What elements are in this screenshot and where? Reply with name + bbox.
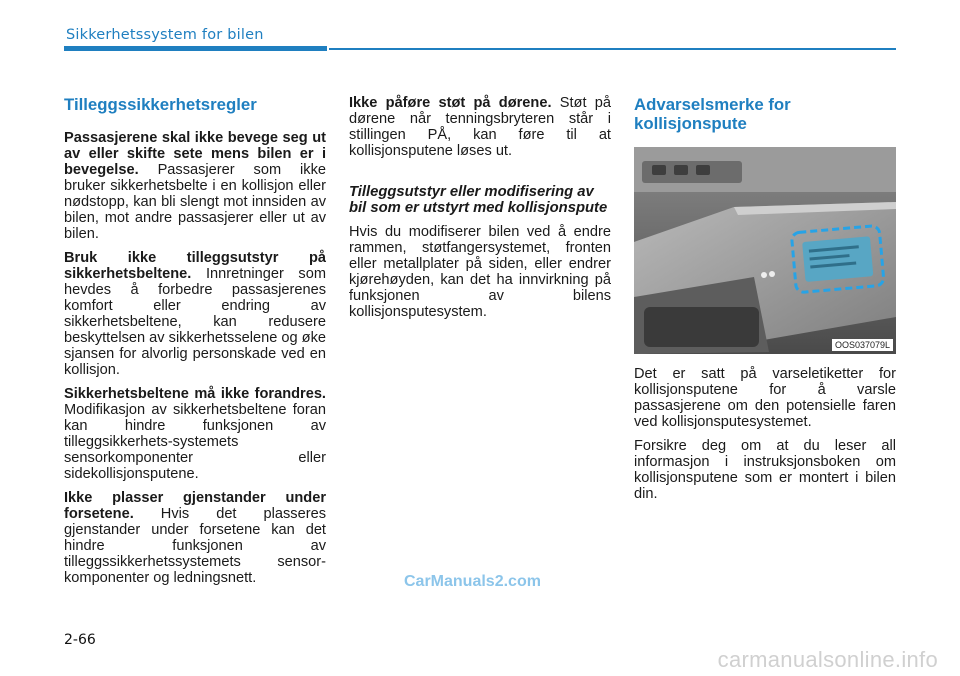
- paragraph-passengers: [64, 130, 326, 242]
- paragraph-text: Støt på dørene når tenningsbryteren står i stillingen PÅ, kan føre til at kollisjonsputene løses ut.: [349, 95, 611, 159]
- image-code: OOS037079L: [832, 339, 893, 351]
- paragraph-read-manual: Forsikre deg om at du leser all informasjon i instruksjonsboken om kollisjonsputene som er montert i bilen din.: [634, 438, 896, 502]
- paragraph-text: Modifikasjon av sikkerhetsbeltene foran kan hindre funksjonen av tilleggsikkerhets-systemets sensorkomponenter eller sidekollisjonsputene.: [64, 402, 326, 482]
- sun-visor-illustration: [634, 147, 896, 354]
- header-bar-thin: [329, 48, 896, 50]
- page-number: 2-66: [64, 632, 96, 648]
- sun-visor-label-photo: [634, 147, 896, 354]
- paragraph-bold-lead: Sikkerhetsbeltene må ikke forandres.: [64, 386, 326, 402]
- heading-airbag-warning-label: Advarselsmerke for kollisjonspute: [634, 95, 791, 133]
- column-right: [634, 95, 896, 510]
- paragraph-doors: [349, 95, 611, 159]
- paragraph-bold-lead: Ikke påføre støt på dørene.: [349, 95, 552, 111]
- paragraph-bold-lead: Ikke plasser gjenstander under forsetene.: [64, 490, 326, 522]
- watermark-carmanualsonline: carmanualsonline.info: [717, 647, 938, 672]
- subheading-modification: Tilleggsutstyr eller modifisering av bil som er utstyrt med kollisjonspute: [349, 184, 608, 216]
- header-bar-thick: [64, 46, 327, 51]
- column-middle: [349, 95, 611, 328]
- paragraph-text: Innretninger som hevdes å forbedre passasjerenes komfort eller endring av sikkerhetsbeltene, kan redusere beskyttelsen av sikkerhetsselene og øke sjansen for alvorlig personskade ved en kollisjon.: [64, 266, 327, 378]
- paragraph-bold-lead: Passasjerene skal ikke bevege seg ut av eller skifte sete mens bilen er i bevegelse.: [64, 130, 326, 178]
- paragraph-warning-labels: Det er satt på varseletiketter for kollisjonsputene for å varsle passasjerene om den potensielle faren ved kollisjonsputesystemet.: [634, 366, 896, 430]
- section-title: Sikkerhetssystem for bilen: [66, 27, 264, 43]
- paragraph-text: Hvis det plasseres gjenstander under forsetene kan det hindre funksjonen av tilleggssikkerhetssystemets sensor-komponenter og ledningsnett.: [64, 506, 326, 586]
- paragraph-modify-belts: [64, 386, 326, 482]
- paragraph-objects-under-seats: [64, 490, 326, 586]
- heading-supplemental-rules: Tilleggssikkerhetsregler: [64, 95, 257, 114]
- paragraph-bold-lead: Bruk ikke tilleggsutstyr på sikkerhetsbeltene.: [64, 250, 326, 282]
- column-left: [64, 95, 326, 594]
- paragraph-text: Passasjerer som ikke bruker sikkerhetsbelte i en kollisjon eller nødstopp, kan bli slengt mot innsiden av bilen, mot andre passasjerer eller ut av bilen.: [64, 162, 326, 242]
- paragraph-modification: Hvis du modifiserer bilen ved å endre rammen, støtfangersystemet, fronten eller metallplater på siden, eller endrer kjørehøyden, kan det ha innvirkning på funksjonen av bilens kollisjonsputesystem.: [349, 224, 611, 320]
- paragraph-accessories: [64, 250, 326, 378]
- watermark-carmanuals2: CarManuals2.com: [404, 573, 541, 590]
